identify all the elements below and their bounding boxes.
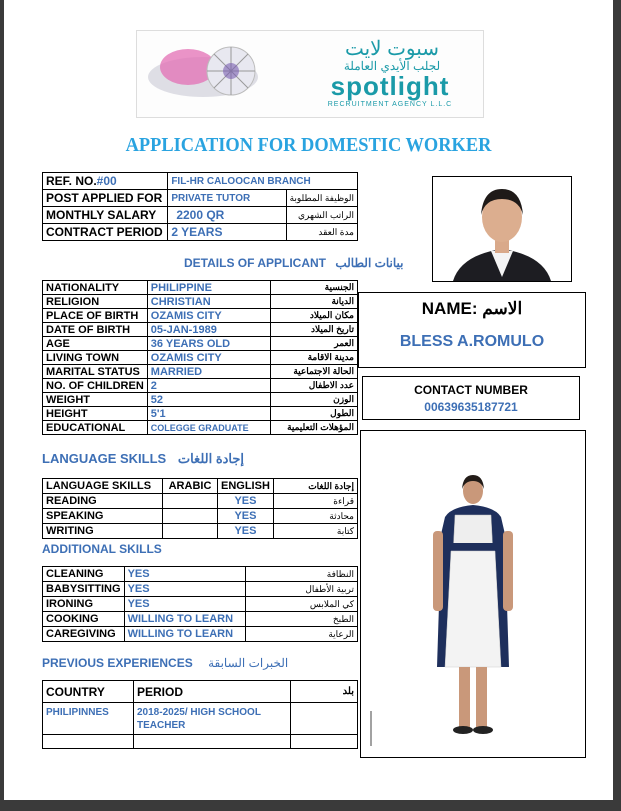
language-english: YES: [218, 494, 274, 509]
details-ar: الجنسية: [270, 281, 357, 295]
language-row: [43, 494, 358, 509]
details-row: [43, 393, 358, 407]
details-value: 52: [147, 393, 270, 407]
details-value: CHRISTIAN: [147, 295, 270, 309]
language-label: WRITING: [43, 524, 163, 539]
experience-period: [134, 703, 291, 735]
skill-ar: كي الملابس: [245, 597, 357, 612]
skill-value: YES: [124, 597, 245, 612]
experience-period-line2: TEACHER: [137, 720, 186, 731]
skill-ar: الرعاية: [245, 627, 357, 642]
language-arabic: [163, 494, 218, 509]
lang-header-skills: LANGUAGE SKILLS: [43, 479, 163, 494]
language-label: READING: [43, 494, 163, 509]
details-ar: عدد الاطفال: [270, 379, 357, 393]
details-value: COLEGGE GRADUATE: [147, 421, 270, 435]
language-label: SPEAKING: [43, 509, 163, 524]
post-ar: الوظيفة المطلوبة: [286, 190, 357, 207]
details-value: OZAMIS CITY: [147, 309, 270, 323]
experience-empty-cell: [291, 735, 358, 749]
details-ar: مدينة الاقامة: [270, 351, 357, 365]
name-box: [358, 292, 586, 368]
details-row: [43, 351, 358, 365]
previous-heading-en: PREVIOUS EXPERIENCES: [42, 656, 193, 670]
post-label: POST APPLIED FOR: [43, 190, 168, 207]
language-english: YES: [218, 524, 274, 539]
details-row: [43, 337, 358, 351]
contact-box: [362, 376, 580, 420]
details-ar: الديانة: [270, 295, 357, 309]
ref-label: REF. NO.: [46, 174, 97, 188]
details-row: [43, 309, 358, 323]
full-body-photo: [360, 430, 586, 758]
language-heading: [42, 451, 244, 467]
reference-table: [42, 172, 358, 241]
language-table: [42, 478, 358, 539]
language-row: [43, 524, 358, 539]
skill-ar: النظافة: [245, 567, 357, 582]
portrait-icon: [433, 177, 571, 281]
skill-row: [43, 597, 358, 612]
experience-country: PHILIPINNES: [43, 703, 134, 735]
details-heading-ar: بيانات الطالب: [335, 256, 404, 270]
details-value: 5'1: [147, 407, 270, 421]
skill-row: [43, 612, 358, 627]
previous-heading-ar: الخبرات السابقة: [208, 656, 289, 670]
salary-value: 2200 QR: [168, 207, 286, 224]
prev-header-ar: بلد: [291, 681, 358, 703]
previous-table: [42, 680, 358, 749]
details-row: [43, 295, 358, 309]
applicant-name: BLESS A.ROMULO: [399, 333, 545, 350]
details-value: OZAMIS CITY: [147, 351, 270, 365]
logo-emblem-icon: [143, 37, 283, 109]
details-value: 2: [147, 379, 270, 393]
skill-row: [43, 627, 358, 642]
agency-logo: [136, 30, 484, 118]
skill-row: [43, 567, 358, 582]
lang-header-arabic: ARABIC: [163, 479, 218, 494]
skill-label: BABYSITTING: [43, 582, 125, 597]
details-row: [43, 407, 358, 421]
details-ar: الحالة الاجتماعية: [270, 365, 357, 379]
details-label: PLACE OF BIRTH: [43, 309, 148, 323]
branch-value: FIL-HR CALOOCAN BRANCH: [168, 173, 358, 190]
period-value: 2 YEARS: [168, 224, 286, 241]
details-row: [43, 281, 358, 295]
details-ar: العمر: [270, 337, 357, 351]
details-value: 05-JAN-1989: [147, 323, 270, 337]
period-ar: مدة العقد: [286, 224, 357, 241]
details-table: [42, 280, 358, 435]
details-label: AGE: [43, 337, 148, 351]
period-label: CONTRACT PERIOD: [43, 224, 168, 241]
details-row: [43, 323, 358, 337]
language-ar: محادثة: [273, 509, 357, 524]
experience-row: [43, 703, 358, 735]
details-ar: الطول: [270, 407, 357, 421]
details-value: PHILIPPINE: [147, 281, 270, 295]
skill-ar: تربية الأطفال: [245, 582, 357, 597]
details-label: NATIONALITY: [43, 281, 148, 295]
skill-value: WILLING TO LEARN: [124, 627, 245, 642]
skill-value: YES: [124, 567, 245, 582]
language-ar: قراءة: [273, 494, 357, 509]
salary-label: MONTHLY SALARY: [43, 207, 168, 224]
name-label-en: NAME:: [421, 299, 478, 318]
additional-heading: ADDITIONAL SKILLS: [42, 542, 162, 556]
language-arabic: [163, 509, 218, 524]
language-ar: كتابة: [273, 524, 357, 539]
details-row: [43, 421, 358, 435]
additional-table: [42, 566, 358, 642]
skill-row: [43, 582, 358, 597]
details-value: 36 YEARS OLD: [147, 337, 270, 351]
details-label: WEIGHT: [43, 393, 148, 407]
skill-value: WILLING TO LEARN: [124, 612, 245, 627]
details-label: DATE OF BIRTH: [43, 323, 148, 337]
previous-heading: [42, 656, 288, 670]
experience-period-line1: 2018-2025/ HIGH SCHOOL: [137, 707, 261, 718]
prev-header-country: COUNTRY: [43, 681, 134, 703]
skill-label: CLEANING: [43, 567, 125, 582]
details-value: MARRIED: [147, 365, 270, 379]
details-ar: مكان الميلاد: [270, 309, 357, 323]
details-label: RELIGION: [43, 295, 148, 309]
post-value: PRIVATE TUTOR: [168, 190, 286, 207]
experience-empty-cell: [43, 735, 134, 749]
ref-value: #00: [96, 174, 117, 188]
logo-sub: RECRUITMENT AGENCY L.L.C: [327, 101, 453, 108]
experience-empty-cell: [134, 735, 291, 749]
details-ar: المؤهلات التعليمية: [270, 421, 357, 435]
skill-label: CAREGIVING: [43, 627, 125, 642]
skill-label: IRONING: [43, 597, 125, 612]
skill-label: COOKING: [43, 612, 125, 627]
details-row: [43, 379, 358, 393]
lang-header-ar: إجادة اللغات: [273, 479, 357, 494]
portrait-photo: [432, 176, 572, 282]
details-ar: تاريخ الميلاد: [270, 323, 357, 337]
details-label: LIVING TOWN: [43, 351, 148, 365]
logo-arabic: سبوت لايت: [344, 38, 440, 60]
language-english: YES: [218, 509, 274, 524]
experience-ar: [291, 703, 358, 735]
page-title: APPLICATION FOR DOMESTIC WORKER: [125, 134, 492, 156]
language-heading-en: LANGUAGE SKILLS: [42, 451, 167, 466]
details-label: HEIGHT: [43, 407, 148, 421]
name-label: [359, 299, 585, 319]
salary-ar: الراتب الشهري: [286, 207, 357, 224]
language-heading-ar: إجادة اللغات: [177, 451, 245, 466]
name-label-ar: الاسم: [482, 299, 523, 318]
language-row: [43, 509, 358, 524]
details-heading: [184, 256, 404, 270]
skill-ar: الطبخ: [245, 612, 357, 627]
skill-value: YES: [124, 582, 245, 597]
details-ar: الوزن: [270, 393, 357, 407]
contact-label: CONTACT NUMBER: [414, 383, 528, 397]
language-arabic: [163, 524, 218, 539]
application-page: [4, 0, 613, 800]
details-label: MARITAL STATUS: [43, 365, 148, 379]
logo-brand: spotlight: [330, 71, 450, 101]
details-label: EDUCATIONAL: [43, 421, 148, 435]
details-label: NO. OF CHILDREN: [43, 379, 148, 393]
details-row: [43, 365, 358, 379]
contact-number: 00639635187721: [424, 400, 518, 414]
logo-arabic-sub: لجلب الأيدي العاملة: [343, 59, 441, 73]
details-heading-en: DETAILS OF APPLICANT: [184, 256, 326, 270]
full-body-figure-icon: [361, 431, 585, 757]
experience-row-empty: [43, 735, 358, 749]
lang-header-english: ENGLISH: [218, 479, 274, 494]
prev-header-period: PERIOD: [134, 681, 291, 703]
